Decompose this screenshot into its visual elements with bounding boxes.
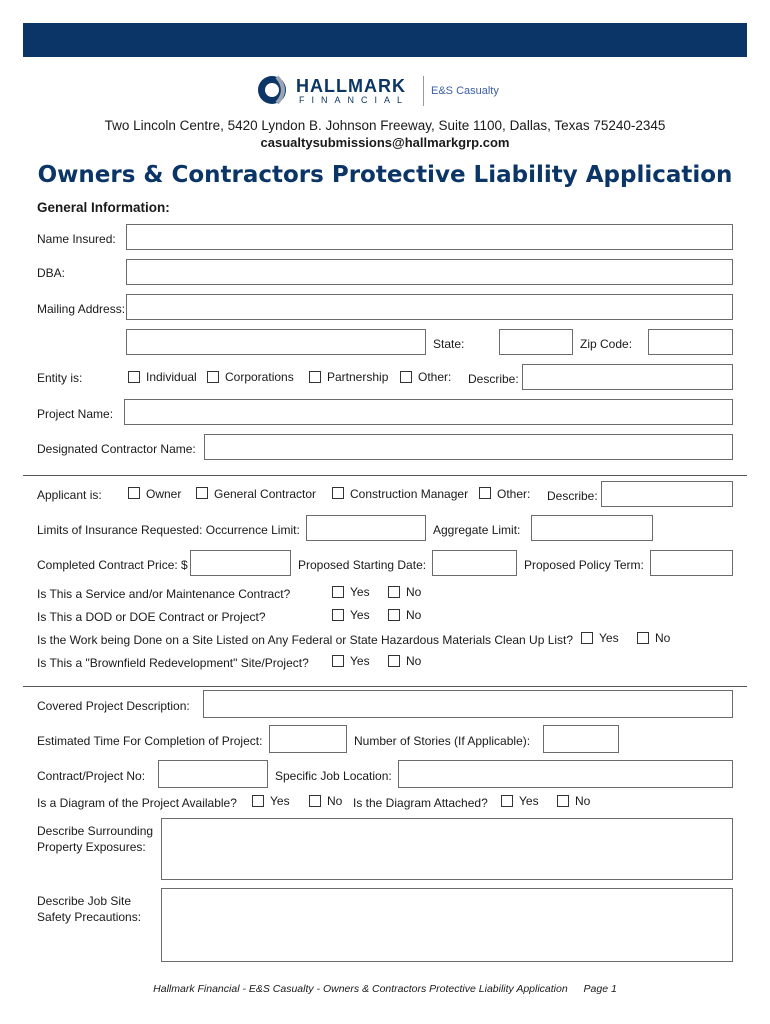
safety-precautions-field[interactable] <box>161 888 733 962</box>
safety-label-line2: Safety Precautions: <box>37 910 142 924</box>
diagram-attached-question: Is the Diagram Attached? <box>353 796 488 810</box>
brownfield-yes-checkbox[interactable] <box>332 655 344 667</box>
dod-yes-label: Yes <box>350 608 370 622</box>
policy-term-label: Proposed Policy Term: <box>524 558 644 572</box>
general-contractor-checkbox[interactable] <box>196 487 208 499</box>
diagram-available-no-label: No <box>327 794 343 808</box>
diagram-available-yes-label: Yes <box>270 794 290 808</box>
surrounding-exposures-field[interactable] <box>161 818 733 880</box>
section-divider <box>23 475 747 476</box>
header-bar <box>23 23 747 57</box>
corporations-label: Corporations <box>225 370 294 384</box>
brownfield-no-label: No <box>406 654 422 668</box>
individual-label: Individual <box>146 370 197 384</box>
contract-price-field[interactable] <box>190 550 291 576</box>
dba-label: DBA: <box>37 266 66 280</box>
section-heading: General Information: <box>37 200 170 215</box>
hazardous-yes-checkbox[interactable] <box>581 632 593 644</box>
company-address: Two Lincoln Centre, 5420 Lyndon B. Johnson Freeway, Suite 1100, Dallas, Texas 75240-2345 <box>104 118 666 133</box>
name-insured-label: Name Insured: <box>37 232 116 246</box>
state-field[interactable] <box>499 329 573 355</box>
hallmark-logo-icon <box>257 73 291 107</box>
service-no-checkbox[interactable] <box>388 586 400 598</box>
job-location-field[interactable] <box>398 760 733 788</box>
entity-label: Entity is: <box>37 371 83 385</box>
stories-label: Number of Stories (If Applicable): <box>354 734 531 748</box>
corporations-checkbox[interactable] <box>207 371 219 383</box>
section-divider <box>23 686 747 687</box>
applicant-describe-label: Describe: <box>547 489 598 503</box>
diagram-available-no-checkbox[interactable] <box>309 795 321 807</box>
logo-sub: FINANCIAL <box>299 95 410 105</box>
job-location-label: Specific Job Location: <box>275 769 392 783</box>
state-label: State: <box>433 337 465 351</box>
general-contractor-label: General Contractor <box>214 487 317 501</box>
diagram-attached-yes-checkbox[interactable] <box>501 795 513 807</box>
estimated-time-field[interactable] <box>269 725 347 753</box>
starting-date-field[interactable] <box>432 550 517 576</box>
diagram-attached-no-label: No <box>575 794 591 808</box>
policy-term-field[interactable] <box>650 550 733 576</box>
starting-date-label: Proposed Starting Date: <box>298 558 427 572</box>
aggregate-limit-label: Aggregate Limit: <box>433 523 521 537</box>
owner-checkbox[interactable] <box>128 487 140 499</box>
diagram-attached-yes-label: Yes <box>519 794 539 808</box>
entity-other-label: Other: <box>418 370 452 384</box>
applicant-describe-field[interactable] <box>601 481 733 507</box>
designated-contractor-field[interactable] <box>204 434 733 460</box>
stories-field[interactable] <box>543 725 619 753</box>
contract-no-label: Contract/Project No: <box>37 769 146 783</box>
occurrence-limit-field[interactable] <box>306 515 426 541</box>
dod-question: Is This a DOD or DOE Contract or Project? <box>37 610 266 624</box>
service-no-label: No <box>406 585 422 599</box>
dba-field[interactable] <box>126 259 733 285</box>
zip-label: Zip Code: <box>580 337 633 351</box>
construction-manager-checkbox[interactable] <box>332 487 344 499</box>
mailing-address-label: Mailing Address: <box>37 302 126 316</box>
covered-description-label: Covered Project Description: <box>37 699 190 713</box>
zip-field[interactable] <box>648 329 733 355</box>
service-yes-checkbox[interactable] <box>332 586 344 598</box>
logo-name: HALLMARK <box>296 76 406 96</box>
project-name-field[interactable] <box>124 399 733 425</box>
mailing-address-field[interactable] <box>126 294 733 320</box>
brownfield-yes-label: Yes <box>350 654 370 668</box>
hazardous-no-label: No <box>655 631 671 645</box>
individual-checkbox[interactable] <box>128 371 140 383</box>
hazardous-yes-label: Yes <box>599 631 619 645</box>
hazardous-question: Is the Work being Done on a Site Listed on Any Federal or State Hazardous Materials Clean Up List? <box>37 633 574 647</box>
page-title: Owners & Contractors Protective Liability Application <box>37 162 733 188</box>
occurrence-limit-label: Limits of Insurance Requested: Occurrence Limit: <box>37 523 300 537</box>
covered-description-field[interactable] <box>203 690 733 718</box>
aggregate-limit-field[interactable] <box>531 515 653 541</box>
logo-division: E&S Casualty <box>431 85 499 97</box>
brownfield-question: Is This a "Brownfield Redevelopment" Site/Project? <box>37 656 309 670</box>
service-yes-label: Yes <box>350 585 370 599</box>
entity-other-checkbox[interactable] <box>400 371 412 383</box>
contract-no-field[interactable] <box>158 760 268 788</box>
owner-label: Owner <box>146 487 182 501</box>
brownfield-no-checkbox[interactable] <box>388 655 400 667</box>
surrounding-label-line1: Describe Surrounding <box>37 824 154 838</box>
contract-price-label: Completed Contract Price: $ <box>37 558 188 572</box>
applicant-is-label: Applicant is: <box>37 488 102 502</box>
page-footer <box>0 983 770 995</box>
hazardous-no-checkbox[interactable] <box>637 632 649 644</box>
page-number: Page 1 <box>583 983 617 995</box>
construction-manager-label: Construction Manager <box>350 487 469 501</box>
logo-divider <box>423 76 424 106</box>
footer-text: Hallmark Financial - E&S Casualty - Owners & Contractors Protective Liability Application <box>153 983 568 995</box>
name-insured-field[interactable] <box>126 224 733 250</box>
partnership-label: Partnership <box>327 370 389 384</box>
entity-describe-label: Describe: <box>468 372 519 386</box>
city-field[interactable] <box>126 329 426 355</box>
project-name-label: Project Name: <box>37 407 114 421</box>
partnership-checkbox[interactable] <box>309 371 321 383</box>
diagram-available-yes-checkbox[interactable] <box>252 795 264 807</box>
designated-contractor-label: Designated Contractor Name: <box>37 442 196 456</box>
diagram-available-question: Is a Diagram of the Project Available? <box>37 796 237 810</box>
entity-describe-field[interactable] <box>522 364 733 390</box>
surrounding-label-line2: Property Exposures: <box>37 840 146 854</box>
dod-no-checkbox[interactable] <box>388 609 400 621</box>
service-contract-question: Is This a Service and/or Maintenance Contract? <box>37 587 291 601</box>
applicant-other-label: Other: <box>497 487 531 501</box>
dod-yes-checkbox[interactable] <box>332 609 344 621</box>
dod-no-label: No <box>406 608 422 622</box>
estimated-time-label: Estimated Time For Completion of Project: <box>37 734 263 748</box>
safety-label-line1: Describe Job Site <box>37 894 132 908</box>
submission-email[interactable]: casualtysubmissions@hallmarkgrp.com <box>260 135 510 150</box>
diagram-attached-no-checkbox[interactable] <box>557 795 569 807</box>
applicant-other-checkbox[interactable] <box>479 487 491 499</box>
